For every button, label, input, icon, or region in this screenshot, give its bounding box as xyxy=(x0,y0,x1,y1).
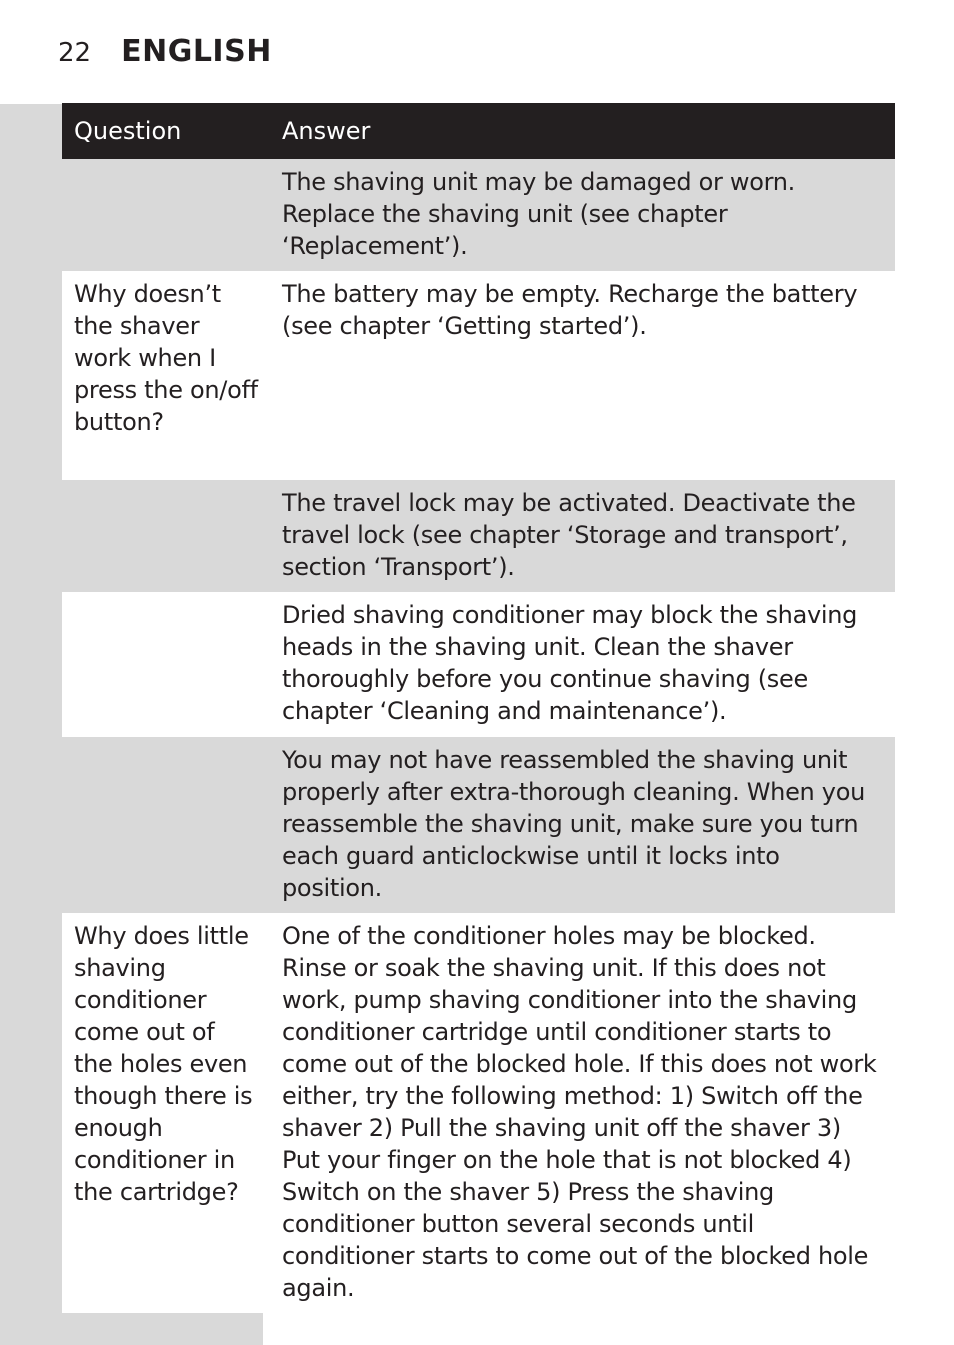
question-cell xyxy=(62,737,270,913)
table-row xyxy=(62,913,895,1313)
troubleshooting-table xyxy=(62,103,895,1313)
question-cell xyxy=(62,480,270,592)
question-cell xyxy=(62,159,270,271)
question-cell xyxy=(62,592,270,737)
table-row xyxy=(62,480,895,592)
section-title: ENGLISH xyxy=(121,34,272,69)
page-number: 22 xyxy=(58,38,92,68)
question-cell: Why doesn’t the shaver work when I press the on/off button? xyxy=(62,271,270,480)
table-row xyxy=(62,159,895,271)
answer-cell: The battery may be empty. Recharge the battery (see chapter ‘Getting started’). xyxy=(270,271,895,480)
column-header-answer: Answer xyxy=(270,103,895,159)
question-cell: Why does little shaving conditioner come out of the holes even though there is enough conditioner in the cartridge? xyxy=(62,913,270,1313)
page-header xyxy=(58,34,272,74)
answer-cell: Dried shaving conditioner may block the shaving heads in the shaving unit. Clean the shaver thoroughly before you continue shaving (see chapter ‘Cleaning and maintenance’). xyxy=(270,592,895,737)
table-row xyxy=(62,737,895,913)
answer-cell: The travel lock may be activated. Deactivate the travel lock (see chapter ‘Storage and transport’, section ‘Transport’). xyxy=(270,480,895,592)
column-header-question: Question xyxy=(62,103,270,159)
answer-cell: The shaving unit may be damaged or worn. Replace the shaving unit (see chapter ‘Replacement’). xyxy=(270,159,895,271)
table-row xyxy=(62,592,895,737)
answer-cell: One of the conditioner holes may be blocked. Rinse or soak the shaving unit. If this does not work, pump shaving conditioner into the shaving conditioner cartridge until conditioner starts to come out of the blocked hole. If this does not work either, try the following method: 1) Switch off the shaver 2) Pull the shaving unit off the shaver 3) Put your finger on the hole that is not blocked 4) Switch on the shaver 5) Press the shaving conditioner button several seconds until conditioner starts to come out of the blocked hole again. xyxy=(270,913,895,1313)
table-row xyxy=(62,271,895,480)
table-header-row xyxy=(62,103,895,159)
answer-cell: You may not have reassembled the shaving unit properly after extra-thorough cleaning. When you reassemble the shaving unit, make sure you turn each guard anticlockwise until it locks into position. xyxy=(270,737,895,913)
